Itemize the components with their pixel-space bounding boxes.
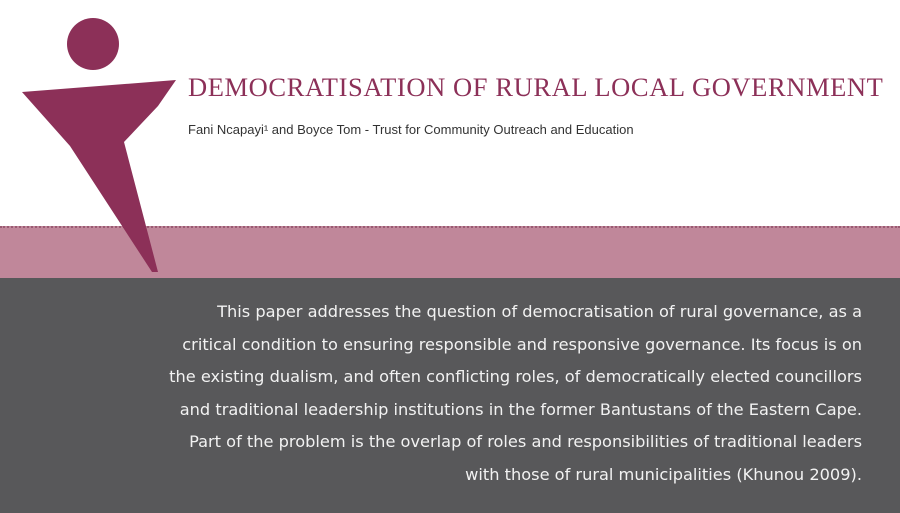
abstract-line: This paper addresses the question of democratisation of rural governance, as a	[217, 302, 862, 321]
abstract-line: with those of rural municipalities (Khunou 2009).	[465, 464, 862, 484]
figure-logo-icon	[0, 0, 200, 280]
abstract-line: the existing dualism, and often conflicting roles, of democratically elected councillors	[169, 367, 862, 387]
page-title: DEMOCRATISATION OF RURAL LOCAL GOVERNMENT	[188, 72, 884, 102]
abstract-text	[120, 296, 862, 492]
abstract-line: Part of the problem is the overlap of roles and responsibilities of traditional leaders	[189, 432, 862, 452]
abstract-line: critical condition to ensuring responsible and responsive governance. Its focus is on	[182, 334, 862, 354]
abstract-line: and traditional leadership institutions in the former Bantustans of the Eastern Cape.	[179, 399, 862, 419]
authors-line: Fani Ncapayi¹ and Boyce Tom - Trust for Community Outreach and Education	[188, 122, 634, 137]
